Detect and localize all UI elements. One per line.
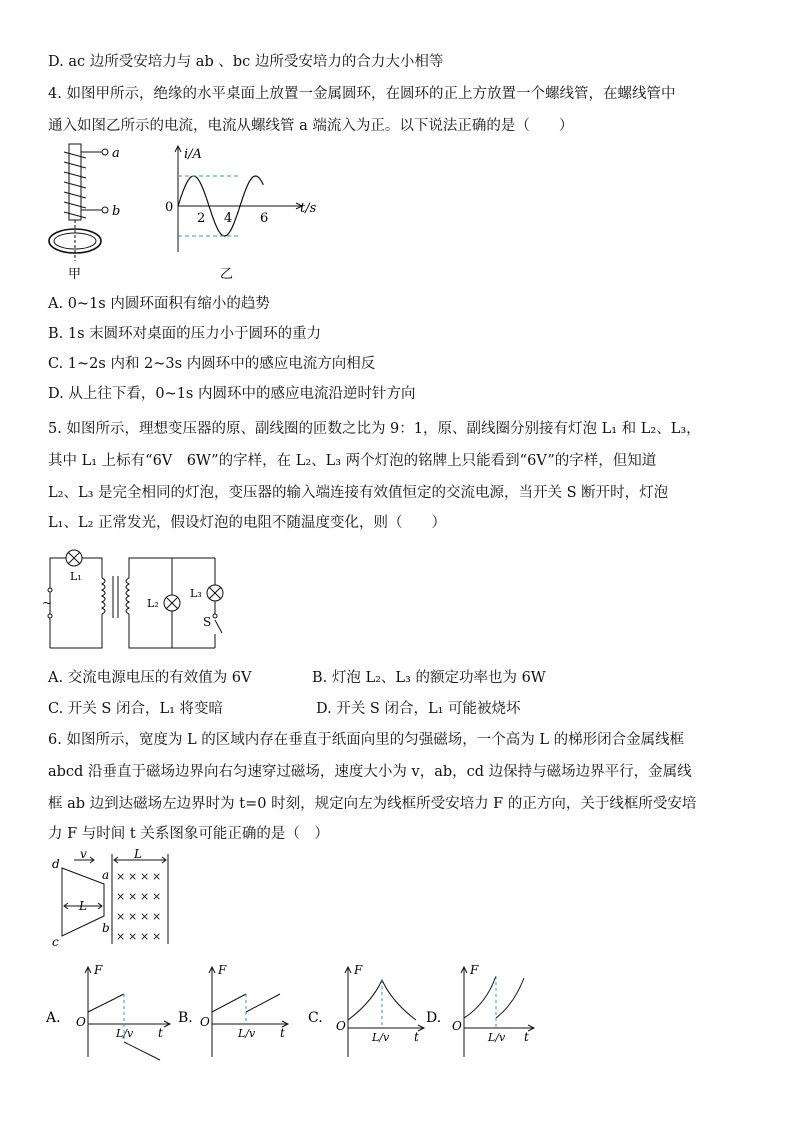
svg-text:L/v: L/v [116, 1027, 134, 1040]
caption-yi: 乙 [220, 267, 234, 282]
height-label: L [79, 899, 87, 913]
q5-stem-line3: L₂、L₃ 是完全相同的灯泡，变压器的输入端连接有效值恒定的交流电源，当开关 S 断开时，灯泡 [48, 485, 669, 501]
q5-option-d: D. 开关 S 闭合，L₁ 可能被烧坏 [316, 701, 521, 717]
svg-text:t: t [280, 1026, 285, 1040]
svg-text:×: × [140, 890, 150, 903]
terminal-a-label: a [112, 146, 120, 161]
svg-text:×: × [140, 910, 150, 923]
q6-stem-line3: 框 ab 边到达磁场左边界时为 t=0 时刻，规定向左为线框所受安培力 F 的正方向，关于线框所受安培 [48, 796, 697, 812]
svg-text:L/v: L/v [372, 1031, 390, 1044]
lamp-l3-label: L₃ [190, 587, 202, 600]
svg-text:×: × [152, 930, 162, 943]
q5-option-a: A. 交流电源电压的有效值为 6V [48, 670, 252, 686]
q5-option-b: B. 灯泡 L₂、L₃ 的额定功率也为 6W [312, 670, 546, 686]
svg-text:O: O [76, 1015, 86, 1029]
q4-option-b: B. 1s 末圆环对桌面的压力小于圆环的重力 [48, 326, 322, 342]
ac-source-symbol: ~ [42, 596, 53, 610]
tick-2: 2 [197, 211, 206, 226]
svg-text:F: F [218, 963, 227, 977]
svg-text:×: × [140, 870, 150, 883]
caption-jia: 甲 [68, 267, 82, 282]
q4-current-graph [160, 142, 320, 284]
svg-text:F: F [94, 963, 103, 977]
vertex-d-label: d [52, 857, 60, 871]
svg-text:×: × [152, 870, 162, 883]
q5-option-c: C. 开关 S 闭合，L₁ 将变暗 [48, 701, 223, 717]
field-width-label: L [134, 847, 142, 861]
svg-text:×: × [116, 890, 126, 903]
q5-stem-line2: 其中 L₁ 上标有“6V 6W”的字样，在 L₂、L₃ 两个灯泡的铭牌上只能看到“6V”的字样，但知道 [48, 453, 657, 469]
q4-figure-solenoid [44, 142, 154, 284]
svg-text:×: × [152, 890, 162, 903]
q4-option-d: D. 从上往下看，0~1s 内圆环中的感应电流沿逆时针方向 [48, 386, 416, 402]
q6-stem-line4: 力 F 与时间 t 关系图象可能正确的是（ ） [48, 826, 329, 842]
svg-text:F: F [470, 963, 479, 977]
lamp-l1-label: L₁ [70, 570, 82, 583]
svg-text:O: O [336, 1019, 346, 1033]
option-a-label: A. [46, 1010, 61, 1026]
svg-text:×: × [116, 910, 126, 923]
q5-circuit-diagram [40, 540, 240, 655]
tick-6: 6 [260, 211, 269, 226]
q4-stem-line2: 通入如图乙所示的电流，电流从螺线管 a 端流入为正。以下说法正确的是（ ） [48, 118, 574, 134]
svg-text:L/v: L/v [488, 1031, 506, 1044]
svg-text:F: F [354, 963, 363, 977]
svg-text:O: O [200, 1015, 210, 1029]
svg-text:t: t [524, 1030, 529, 1044]
q5-stem-line1: 5. 如图所示，理想变压器的原、副线圈的匝数之比为 9：1，原、副线圈分别接有灯泡 L₁ 和 L₂、L₃， [48, 421, 701, 437]
q4-option-a: A. 0~1s 内圆环面积有缩小的趋势 [48, 296, 270, 312]
svg-text:×: × [128, 910, 138, 923]
q6-trapezoid-field-diagram [44, 848, 184, 952]
svg-text:×: × [128, 930, 138, 943]
origin-label: 0 [165, 200, 174, 215]
q3-option-d: D. ac 边所受安培力与 ab 、bc 边所受安培力的合力大小相等 [48, 54, 444, 70]
y-axis-label: i/A [184, 147, 202, 162]
q6-graph-b [176, 962, 306, 1062]
option-d-label: D. [426, 1010, 442, 1026]
option-b-label: B. [178, 1010, 193, 1026]
svg-text:×: × [152, 910, 162, 923]
svg-text:t: t [414, 1030, 419, 1044]
vertex-a-label: a [102, 868, 110, 882]
x-axis-label: t/s [300, 201, 317, 216]
magnetic-field-crosses [116, 870, 161, 943]
q4-stem-line1: 4. 如图甲所示，绝缘的水平桌面上放置一金属圆环，在圆环的正上方放置一个螺线管，在螺线管中 [48, 86, 676, 102]
terminal-b-label: b [112, 204, 121, 219]
svg-text:L/v: L/v [238, 1027, 256, 1040]
tick-4: 4 [224, 211, 233, 226]
switch-s-label: S [203, 615, 212, 629]
svg-text:t: t [158, 1026, 163, 1040]
svg-text:×: × [128, 890, 138, 903]
svg-text:×: × [116, 870, 126, 883]
q4-option-c: C. 1~2s 内和 2~3s 内圆环中的感应电流方向相反 [48, 356, 376, 372]
vertex-b-label: b [102, 921, 110, 935]
svg-text:×: × [140, 930, 150, 943]
q6-stem-line2: abcd 沿垂直于磁场边界向右匀速穿过磁场，速度大小为 v，ab，cd 边保持与磁场边界平行，金属线 [48, 764, 692, 780]
q6-graph-c [306, 962, 436, 1062]
svg-text:×: × [116, 930, 126, 943]
svg-text:×: × [128, 870, 138, 883]
q6-stem-line1: 6. 如图所示，宽度为 L 的区域内存在垂直于纸面向里的匀强磁场，一个高为 L 的梯形闭合金属线框 [48, 732, 685, 748]
lamp-l2-label: L₂ [147, 597, 159, 610]
q6-graph-d [424, 962, 554, 1062]
q6-graph-a [44, 962, 174, 1062]
svg-text:O: O [452, 1019, 462, 1033]
vertex-c-label: c [52, 935, 59, 949]
option-c-label: C. [308, 1010, 323, 1026]
q5-stem-line4: L₁、L₂ 正常发光，假设灯泡的电阻不随温度变化，则（ ） [48, 515, 446, 531]
velocity-label: v [80, 847, 87, 861]
